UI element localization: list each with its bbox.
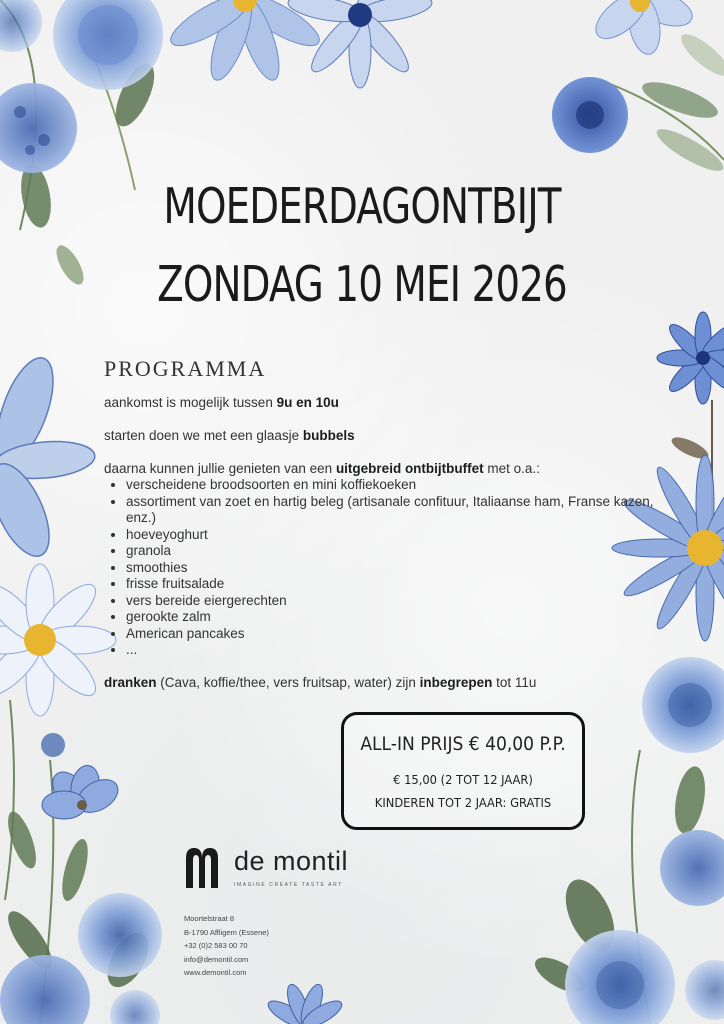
venue-logo: [184, 846, 364, 892]
buffet-list: [104, 477, 666, 659]
price-children: € 15,00 (2 TOT 12 JAAR): [393, 772, 533, 787]
top-right-flowers: [552, 0, 724, 178]
left-daisy: [0, 564, 116, 716]
drinks-text: dranken (Cava, koffie/thee, vers fruitsap, water) zijn inbegrepen tot 11u: [104, 675, 537, 690]
address-phone: +32 (0)2 583 00 70: [184, 941, 248, 950]
venue-address: [184, 912, 269, 980]
list-item: • gerookte zalm: [126, 609, 666, 626]
address-city: B-1790 Affligem (Essene): [184, 927, 269, 937]
venue-logo-text: de montil: [234, 846, 349, 876]
list-item: • frisse fruitsalade: [126, 576, 666, 593]
top-left-flowers: [0, 0, 163, 289]
price-infants: KINDEREN TOT 2 JAAR: GRATIS: [374, 795, 552, 810]
list-item: • ...: [126, 642, 666, 659]
address-website: www.demontil.com: [184, 968, 247, 977]
arrival-text: aankomst is mogelijk tussen 9u en 10u: [104, 395, 339, 410]
right-daisy-small: [657, 312, 724, 404]
event-date: ZONDAG 10 MEI 2026: [157, 256, 567, 313]
venue-tagline: IMAGINE CREATE TASTE ART: [234, 882, 343, 888]
price-box: [341, 712, 585, 830]
event-title: MOEDERDAGONTBIJT: [163, 178, 561, 235]
buffet-intro: daarna kunnen jullie genieten van een uitgebreid ontbijtbuffet met o.a.:: [104, 461, 540, 476]
left-leaf-flower: [0, 351, 96, 565]
program-heading: PROGRAMMA: [104, 356, 267, 381]
bottom-center-daisy: [265, 982, 346, 1024]
address-street: Moortelstraat 8: [184, 914, 235, 923]
bottom-left-flowers: [0, 700, 162, 1024]
address-email: info@demontil.com: [184, 954, 249, 964]
start-text: starten doen we met een glaasje bubbels: [104, 428, 355, 443]
list-item: • assortiment van zoet en hartig beleg (artisanale confituur, Italiaanse ham, Franse kazen, enz.): [126, 494, 666, 527]
price-main: ALL-IN PRIJS € 40,00 P.P.: [360, 733, 566, 755]
list-item: • smoothies: [126, 560, 666, 577]
venue-logo-icon: [184, 846, 220, 888]
list-item: • vers bereide eiergerechten: [126, 593, 666, 610]
list-item: • granola: [126, 543, 666, 560]
list-item: • American pancakes: [126, 626, 666, 643]
list-item: • hoeveyoghurt: [126, 527, 666, 544]
list-item: • verscheidene broodsoorten en mini koffiekoeken: [126, 477, 666, 494]
